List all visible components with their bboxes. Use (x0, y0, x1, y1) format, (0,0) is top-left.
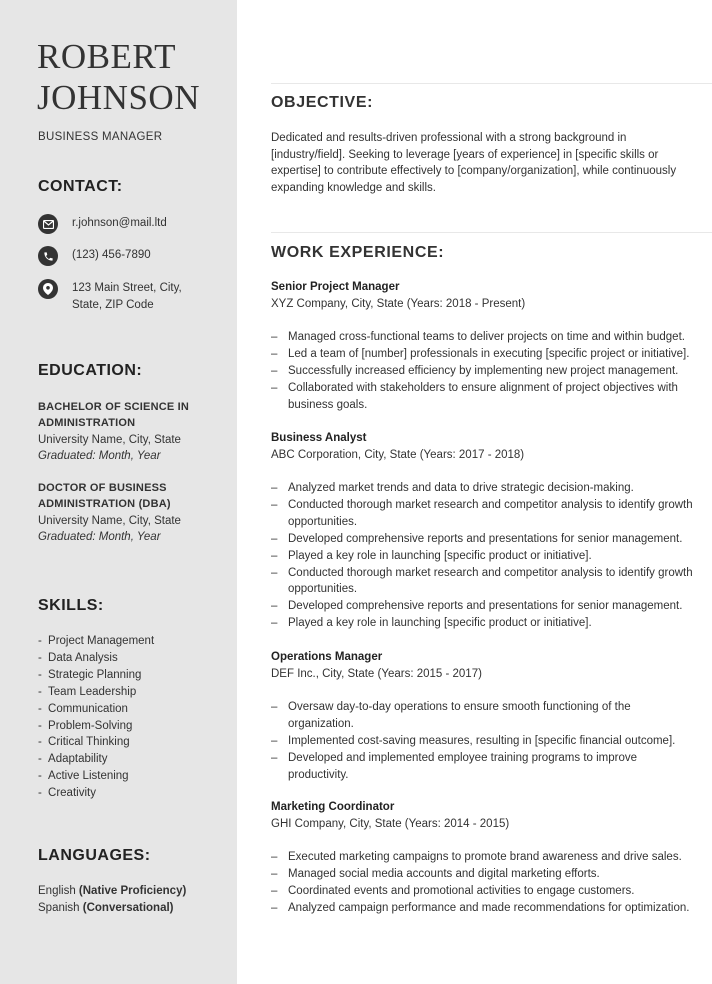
school-name: University Name, City, State (38, 434, 181, 446)
language-name: Spanish (38, 902, 80, 914)
job-bullet: – Successfully increased efficiency by implementing new project management. (271, 363, 696, 380)
skill-item: - Adaptability (38, 751, 154, 768)
contact-phone (38, 246, 202, 266)
job-bullet: – Executed marketing campaigns to promote brand awareness and drive sales. (271, 849, 696, 866)
phone-text: (123) 456-7890 (72, 249, 151, 261)
job-bullets (271, 329, 696, 414)
skill-item: - Strategic Planning (38, 667, 154, 684)
email-text: r.johnson@mail.ltd (72, 217, 167, 229)
job-entry (271, 799, 696, 917)
skills-heading: SKILLS: (38, 597, 104, 614)
job-bullet: – Played a key role in launching [specific product or initiative]. (271, 615, 696, 632)
skill-item: - Data Analysis (38, 650, 154, 667)
job-bullets (271, 699, 696, 784)
contact-heading: CONTACT: (38, 178, 123, 195)
degree-line: BACHELOR OF SCIENCE IN (38, 401, 190, 413)
sidebar (0, 0, 237, 984)
degree-line: ADMINISTRATION (DBA) (38, 498, 171, 510)
job-role: Business Analyst (271, 432, 367, 444)
job-bullet: – Conducted thorough market research and competitor analysis to identify growth opportunities. (271, 497, 696, 531)
skill-item: - Communication (38, 701, 154, 718)
job-bullet: – Managed social media accounts and digital marketing efforts. (271, 866, 696, 883)
job-bullet: – Coordinated events and promotional activities to engage customers. (271, 883, 696, 900)
job-entry (271, 279, 696, 414)
map-pin-icon (38, 279, 58, 299)
job-company: XYZ Company, City, State (Years: 2018 - Present) (271, 298, 526, 310)
job-company: ABC Corporation, City, State (Years: 2017 - 2018) (271, 449, 525, 461)
objective-text: Dedicated and results-driven professional with a strong background in [industry/field]. Seeking to leverage [years of experience] in [specific skills or expertise] to contribute effectively to [company/organization], while continuously expanding knowledge and skills. (271, 132, 677, 194)
candidate-name (37, 36, 200, 118)
school-name: University Name, City, State (38, 515, 181, 527)
job-bullet: – Led a team of [number] professionals in executing [specific project or initiative]. (271, 346, 696, 363)
job-company: DEF Inc., City, State (Years: 2015 - 2017) (271, 668, 482, 680)
section-divider (271, 232, 712, 233)
objective-heading: OBJECTIVE: (271, 94, 374, 111)
language-item (38, 900, 174, 917)
skill-item: - Critical Thinking (38, 734, 154, 751)
address-text (72, 279, 202, 314)
skills-list (38, 633, 154, 802)
job-role: Senior Project Manager (271, 281, 400, 293)
job-bullet: – Conducted thorough market research and competitor analysis to identify growth opportunities. (271, 565, 696, 599)
work-experience-heading: WORK EXPERIENCE: (271, 244, 445, 261)
job-bullets (271, 480, 696, 632)
skill-item: - Team Leadership (38, 684, 154, 701)
graduation-date: Graduated: Month, Year (38, 531, 161, 543)
phone-icon (38, 246, 58, 266)
language-item (38, 883, 186, 900)
language-level: (Native Proficiency) (78, 885, 187, 897)
job-role: Marketing Coordinator (271, 801, 395, 813)
job-bullets (271, 849, 696, 917)
address-line-1: 123 Main Street, City, (72, 282, 182, 294)
skill-item: - Project Management (38, 633, 154, 650)
job-entry (271, 430, 696, 632)
job-bullet: – Developed comprehensive reports and presentations for senior management. (271, 598, 696, 615)
job-bullet: – Analyzed campaign performance and made recommendations for optimization. (271, 900, 696, 917)
job-bullet: – Analyzed market trends and data to drive strategic decision-making. (271, 480, 696, 497)
education-heading: EDUCATION: (38, 362, 143, 379)
job-bullet: – Developed and implemented employee training programs to improve productivity. (271, 750, 696, 784)
language-level: (Conversational) (82, 902, 174, 914)
main-content (237, 0, 712, 984)
envelope-icon (38, 214, 58, 234)
job-company: GHI Company, City, State (Years: 2014 - 2015) (271, 818, 510, 830)
job-title: BUSINESS MANAGER (38, 131, 163, 143)
job-role: Operations Manager (271, 651, 383, 663)
degree-line: ADMINISTRATION (38, 417, 136, 429)
graduation-date: Graduated: Month, Year (38, 450, 161, 462)
job-bullet: – Collaborated with stakeholders to ensure alignment of project objectives with business goals. (271, 380, 696, 414)
languages-heading: LANGUAGES: (38, 847, 151, 864)
language-name: English (38, 885, 76, 897)
contact-email (38, 214, 202, 234)
address-line-2: State, ZIP Code (72, 299, 154, 311)
contact-address (38, 279, 202, 314)
job-entry (271, 649, 696, 784)
job-bullet: – Played a key role in launching [specific product or initiative]. (271, 548, 696, 565)
last-name: JOHNSON (37, 78, 200, 117)
degree-line: DOCTOR OF BUSINESS (38, 482, 167, 494)
skill-item: - Creativity (38, 785, 154, 802)
job-bullet: – Implemented cost-saving measures, resulting in [specific financial outcome]. (271, 733, 696, 750)
skill-item: - Problem-Solving (38, 718, 154, 735)
first-name: ROBERT (37, 37, 176, 76)
job-bullet: – Oversaw day-to-day operations to ensure smooth functioning of the organization. (271, 699, 696, 733)
education-entry (38, 399, 218, 464)
job-bullet: – Managed cross-functional teams to deliver projects on time and within budget. (271, 329, 696, 346)
skill-item: - Active Listening (38, 768, 154, 785)
education-entry (38, 480, 218, 545)
section-divider (271, 83, 712, 84)
job-bullet: – Developed comprehensive reports and presentations for senior management. (271, 531, 696, 548)
